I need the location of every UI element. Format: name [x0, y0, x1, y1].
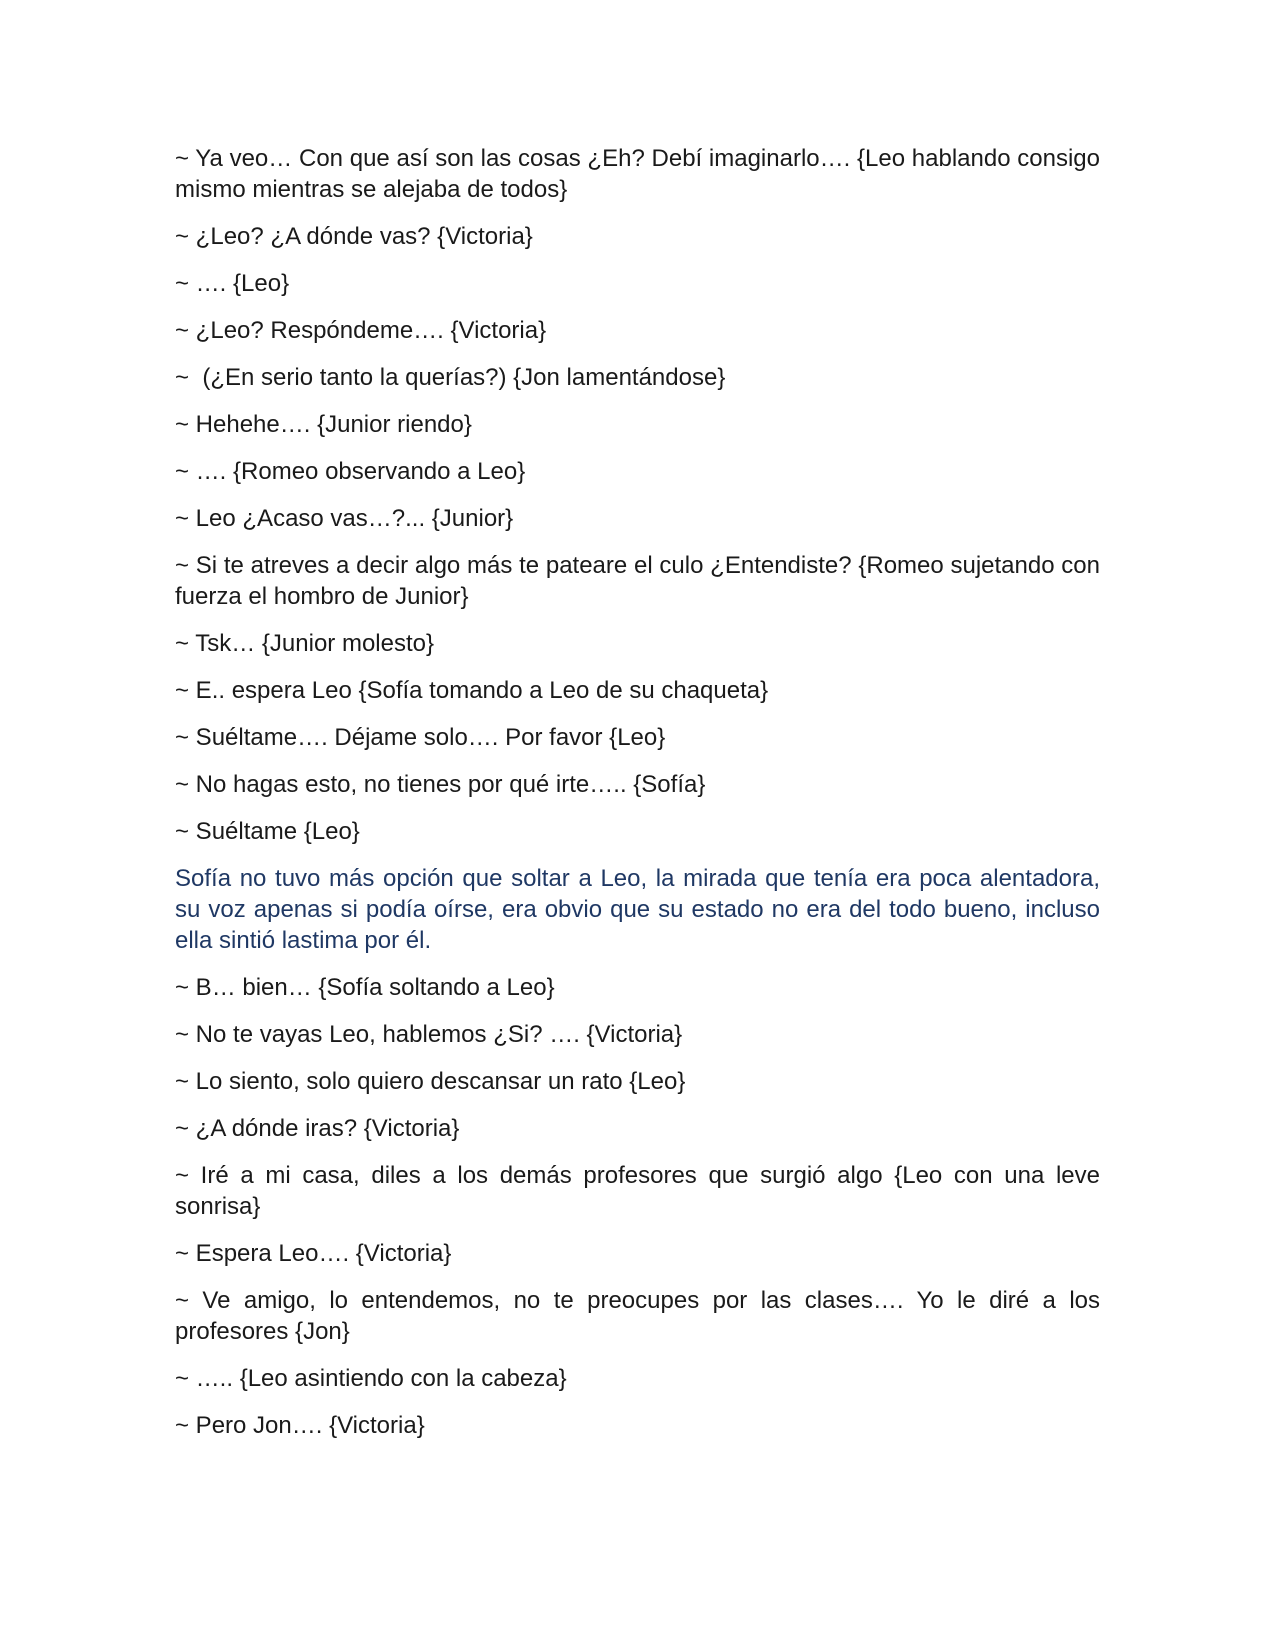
dialogue-line: ~ ¿A dónde iras? {Victoria}	[175, 1115, 460, 1142]
dialogue-line: ~ No hagas esto, no tienes por qué irte….. {Sofía}	[175, 771, 706, 798]
dialogue-line: ~ E.. espera Leo {Sofía tomando a Leo de su chaqueta}	[175, 677, 769, 704]
dialogue-line: ~ ¿Leo? ¿A dónde vas? {Victoria}	[175, 223, 533, 250]
document-page	[175, 143, 1100, 1457]
dialogue-line: ~ Hehehe…. {Junior riendo}	[175, 411, 472, 438]
dialogue-line: ~ Ya veo… Con que así son las cosas ¿Eh? Debí imaginarlo…. {Leo hablando consigo mismo mientras se alejaba de todos}	[175, 145, 1100, 203]
dialogue-line: ~ Suéltame…. Déjame solo…. Por favor {Leo}	[175, 724, 666, 751]
narrative-paragraph: Sofía no tuvo más opción que soltar a Leo, la mirada que tenía era poca alentadora, su voz apenas si podía oírse, era obvio que su estado no era del todo bueno, incluso ella sintió lastima por él.	[175, 865, 1100, 954]
dialogue-line: ~ (¿En serio tanto la querías?) {Jon lamentándose}	[175, 364, 726, 391]
dialogue-line: ~ Si te atreves a decir algo más te pateare el culo ¿Entendiste? {Romeo sujetando con fuerza el hombro de Junior}	[175, 552, 1100, 610]
dialogue-line: ~ Lo siento, solo quiero descansar un rato {Leo}	[175, 1068, 686, 1095]
dialogue-line: ~ No te vayas Leo, hablemos ¿Si? …. {Victoria}	[175, 1021, 683, 1048]
dialogue-line: ~ …. {Leo}	[175, 270, 290, 297]
dialogue-line: ~ Tsk… {Junior molesto}	[175, 630, 435, 657]
dialogue-line: ~ B… bien… {Sofía soltando a Leo}	[175, 974, 555, 1001]
dialogue-line: ~ Suéltame {Leo}	[175, 818, 360, 845]
dialogue-line: ~ …. {Romeo observando a Leo}	[175, 458, 526, 485]
dialogue-line: ~ Iré a mi casa, diles a los demás profesores que surgió algo {Leo con una leve sonrisa}	[175, 1162, 1100, 1220]
dialogue-line: ~ ….. {Leo asintiendo con la cabeza}	[175, 1365, 567, 1392]
dialogue-line: ~ Pero Jon…. {Victoria}	[175, 1412, 425, 1439]
dialogue-line: ~ Espera Leo…. {Victoria}	[175, 1240, 452, 1267]
dialogue-line: ~ ¿Leo? Respóndeme…. {Victoria}	[175, 317, 547, 344]
dialogue-line: ~ Leo ¿Acaso vas…?... {Junior}	[175, 505, 514, 532]
dialogue-line: ~ Ve amigo, lo entendemos, no te preocupes por las clases…. Yo le diré a los profesores {Jon}	[175, 1287, 1100, 1345]
